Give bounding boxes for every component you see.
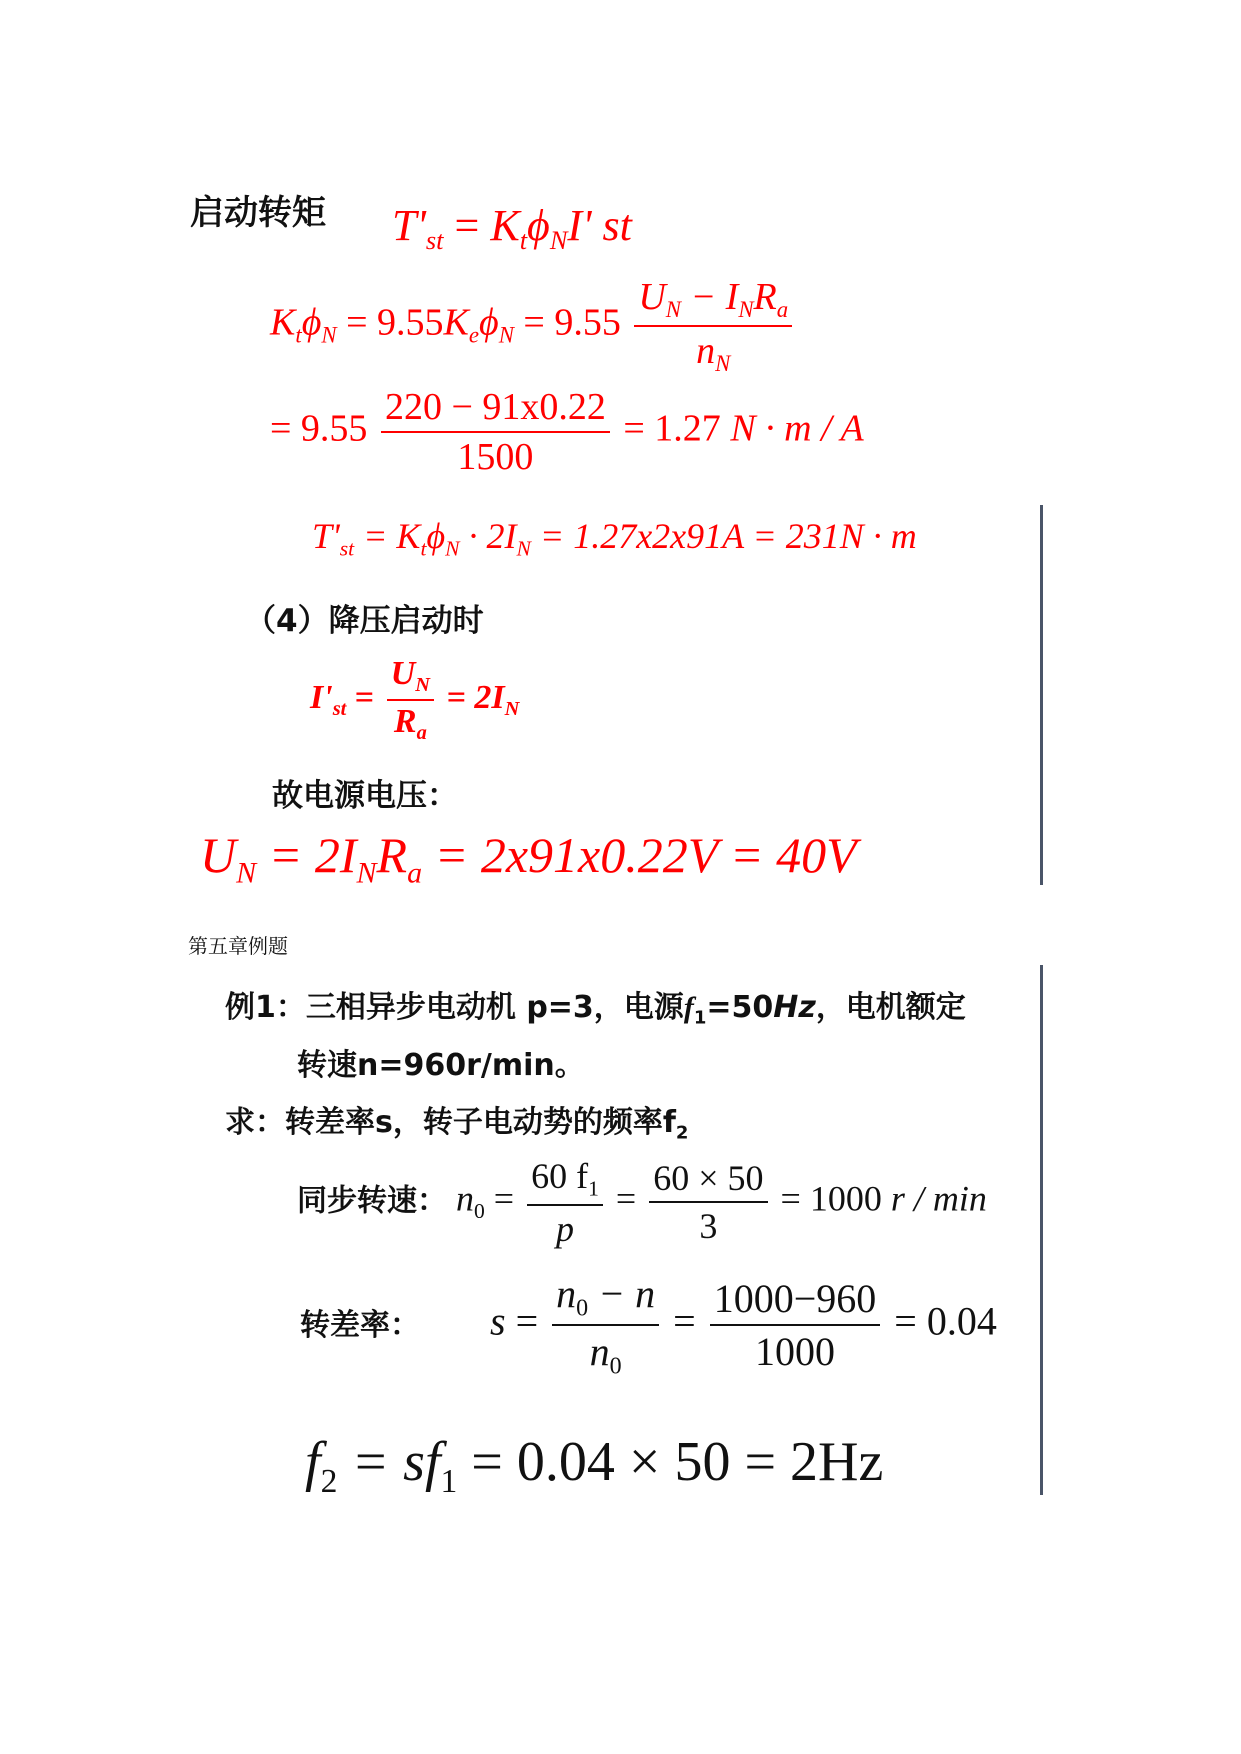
- fraction-n0-minus-n-over-n0: $\frac{n_0 - n}{n_0}$: [552, 1270, 659, 1381]
- fraction-un-over-ra: $\frac{U_N}{R_a}$: [387, 655, 434, 745]
- eq-sync-speed: 同步转速： $n_0$ = $\frac{60 f_1}{p}$ = $\frac{60 \times 50}{3}$ = 1000 r / min: [297, 1156, 987, 1249]
- eq-torque-constant-value: = 9.55 $\frac{220 - 91x0.22}{1500}$ = 1.27 N · m / A: [270, 386, 864, 478]
- fraction-60x50-over-3: $\frac{60 \times 50}{3}$: [649, 1157, 767, 1247]
- right-border-rule-top: [1040, 505, 1043, 885]
- right-border-rule-bottom: [1040, 965, 1043, 1495]
- eq-slip: 转差率： s = $\frac{n_0 - n}{n_0}$ = $\frac{1000-960}{1000}$ = 0.04: [300, 1271, 997, 1380]
- fraction-un-inra-over-nn: $\frac{U_N - I_NR_a}{n_N}$: [634, 275, 792, 377]
- eq-starting-torque-value: $T'_{st} = K_t\phi_N \cdot 2I_N = 1.27x2x91A = 231N \cdot m$: [312, 516, 917, 561]
- example-line-2: 转速n=960r/min。: [297, 1048, 585, 1083]
- fraction-1000-minus-960-over-1000: $\frac{1000-960}{1000}$: [710, 1275, 881, 1375]
- starting-torque-heading: 启动转矩: [190, 193, 326, 233]
- supply-voltage-label: 故电源电压：: [272, 778, 458, 814]
- example-line-1: 例1：三相异步电动机 p=3，电源$f_1=50Hz$，电机额定: [225, 990, 966, 1029]
- eq-starting-torque: $T'_{st} = K_t\phi_NI'$ st: [392, 201, 632, 256]
- eq-rotor-frequency: $f_2 = sf_1 = 0.04 \times 50 = 2Hz$: [305, 1431, 884, 1500]
- eq-starting-current: $I'_{st}$ = $\frac{U_N}{R_a}$ = $2I_N$: [310, 655, 520, 745]
- reduced-voltage-heading: （4）降压启动时: [245, 603, 484, 639]
- fraction-60f1-over-p: $\frac{60 f_1}{p}$: [527, 1155, 603, 1250]
- fraction-220-minus-over-1500: $\frac{220 - 91x0.22}{1500}$: [381, 385, 610, 479]
- chapter-label: 第五章例题: [188, 934, 288, 958]
- example-question: 求：转差率s，转子电动势的频率$f_2$: [225, 1105, 689, 1144]
- eq-supply-voltage: $U_N = 2I_NR_a = 2x91x0.22V = 40V$: [200, 827, 857, 890]
- eq-torque-constant: $K_t\phi_N = 9.55K_e\phi_N = 9.55$ $\frac{U_N - I_NR_a}{n_N}$: [270, 275, 796, 377]
